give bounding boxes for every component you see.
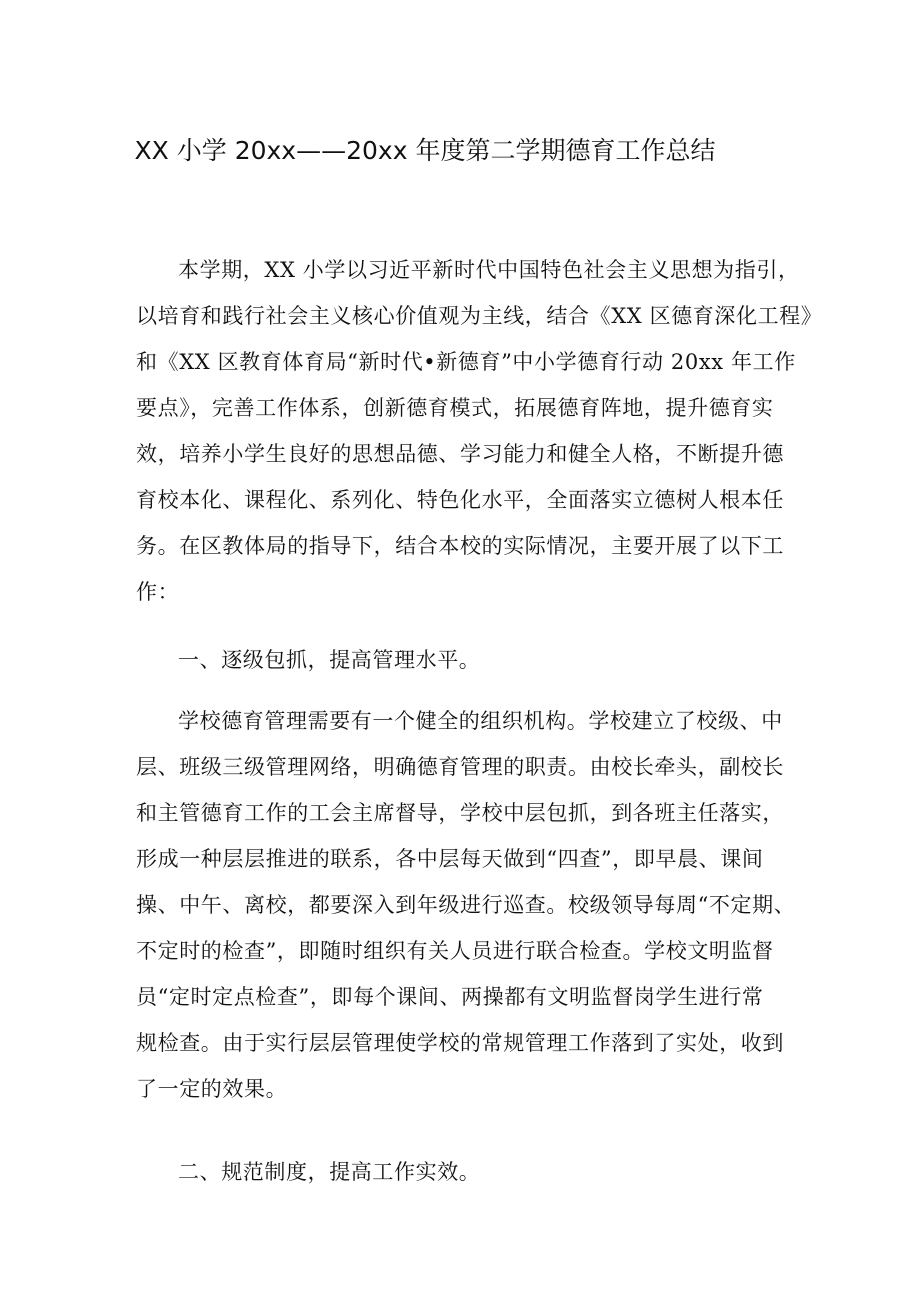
section1-line: 了一定的效果。 (136, 1077, 288, 1101)
section1-line: 操、中午、离校，都要深入到年级进行巡查。校级领导每周“不定期、 (136, 893, 796, 917)
intro-line: 本学期，XX 小学以习近平新时代中国特色社会主义思想为指引， (178, 258, 800, 282)
section-heading-1: 一、逐级包抓，提高管理水平。 (178, 648, 481, 672)
section1-line: 不定时的检查”，即随时组织有关人员进行联合检查。学校文明监督 (136, 939, 774, 963)
intro-line: 和《XX 区教育体育局“新时代•新德育”中小学德育行动 20xx 年工作 (136, 350, 796, 374)
section1-line: 和主管德育工作的工会主席督导，学校中层包抓，到各班主任落实， (136, 801, 784, 825)
intro-line: 以培育和践行社会主义核心价值观为主线，结合《XX 区德育深化工程》 (136, 304, 823, 328)
section-heading-2: 二、规范制度，提高工作实效。 (178, 1160, 481, 1184)
section1-line: 形成一种层层推进的联系，各中层每天做到“四查”，即早晨、课间 (136, 847, 764, 871)
intro-line: 要点》，完善工作体系，创新德育模式，拓展德育阵地，提升德育实 (136, 396, 774, 420)
document-title: XX 小学 20xx——20xx 年度第二学期德育工作总结 (134, 136, 716, 165)
intro-line: 育校本化、课程化、系列化、特色化水平，全面落实立德树人根本任 (136, 488, 784, 512)
section1-line: 层、班级三级管理网络，明确德育管理的职责。由校长牵头，副校长 (136, 755, 784, 779)
section1-line: 规检查。由于实行层层管理使学校的常规管理工作落到了实处，收到 (136, 1031, 784, 1055)
section1-line: 学校德育管理需要有一个健全的组织机构。学校建立了校级、中 (178, 709, 783, 733)
section1-line: 员“定时定点检查”，即每个课间、两操都有文明监督岗学生进行常 (136, 985, 764, 1009)
intro-line: 务。在区教体局的指导下，结合本校的实际情况，主要开展了以下工 (136, 534, 784, 558)
intro-line: 效，培养小学生良好的思想品德、学习能力和健全人格，不断提升德 (136, 442, 784, 466)
intro-line: 作： (136, 580, 180, 604)
